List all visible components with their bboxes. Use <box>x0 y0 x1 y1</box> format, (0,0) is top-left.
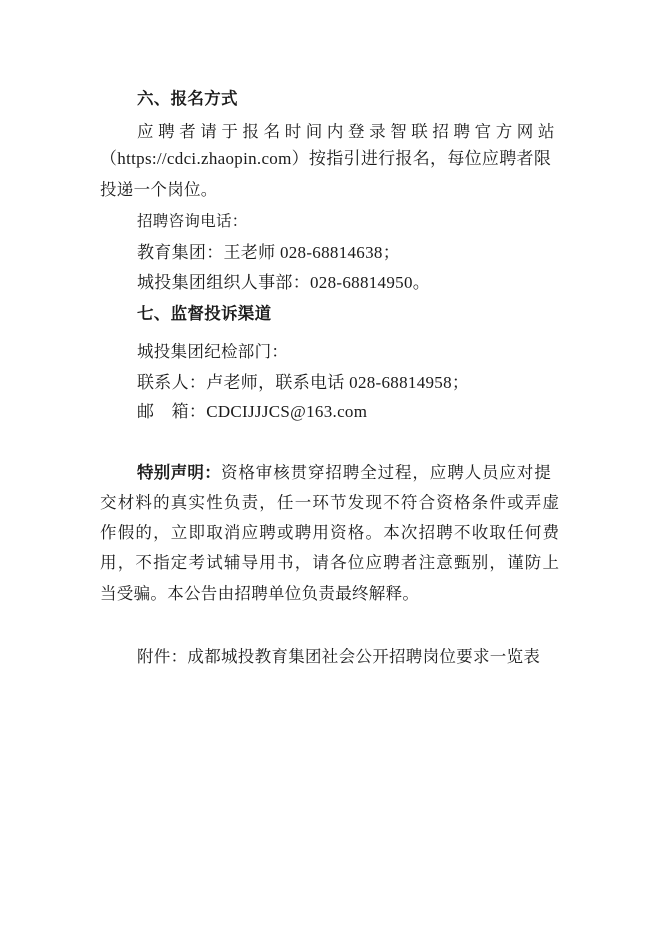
section6-para-line3: 投递一个岗位。 <box>100 180 218 199</box>
hotline-label: 招聘咨询电话： <box>137 212 248 230</box>
notice-line1 <box>137 461 552 485</box>
notice-line1-text: 资格审核贯穿招聘全过程，应聘人员应对提 <box>221 463 552 482</box>
notice-line2: 交材料的真实性负责，任一环节发现不符合资格条件或弄虚 <box>100 493 561 512</box>
section6-para-line1 <box>137 120 570 144</box>
section6-para-line1-text: 应聘者请于报名时间内登录智联招聘官方网站 <box>137 122 559 141</box>
contact-city-group-hr: 城投集团组织人事部：028-68814950。 <box>137 273 431 292</box>
section7-heading: 七、监督投诉渠道 <box>137 304 272 323</box>
section6-para-line2: （https://cdci.zhaopin.com）按指引进行报名，每位应聘者限 <box>100 149 552 168</box>
notice-line4: 用，不指定考试辅导用书，请各位应聘者注意甄别，谨防上 <box>100 553 561 572</box>
supervision-email-row <box>137 400 367 424</box>
notice-lead: 特别声明： <box>137 463 221 482</box>
notice-line5: 当受骗。本公告由招聘单位负责最终解释。 <box>100 584 420 603</box>
attachment-note: 附件：成都城投教育集团社会公开招聘岗位要求一览表 <box>137 647 541 666</box>
email-value: CDCIJJJCS@163.com <box>206 402 368 421</box>
email-label: 邮 箱： <box>137 402 207 421</box>
contact-education-group: 教育集团：王老师 028-68814638； <box>137 243 401 262</box>
supervision-dept: 城投集团纪检部门： <box>137 342 289 361</box>
notice-line3: 作假的，立即取消应聘或聘用资格。本次招聘不收取任何费 <box>100 523 561 542</box>
section6-heading: 六、报名方式 <box>137 89 238 108</box>
supervision-contact: 联系人：卢老师，联系电话 028-68814958； <box>137 373 470 392</box>
